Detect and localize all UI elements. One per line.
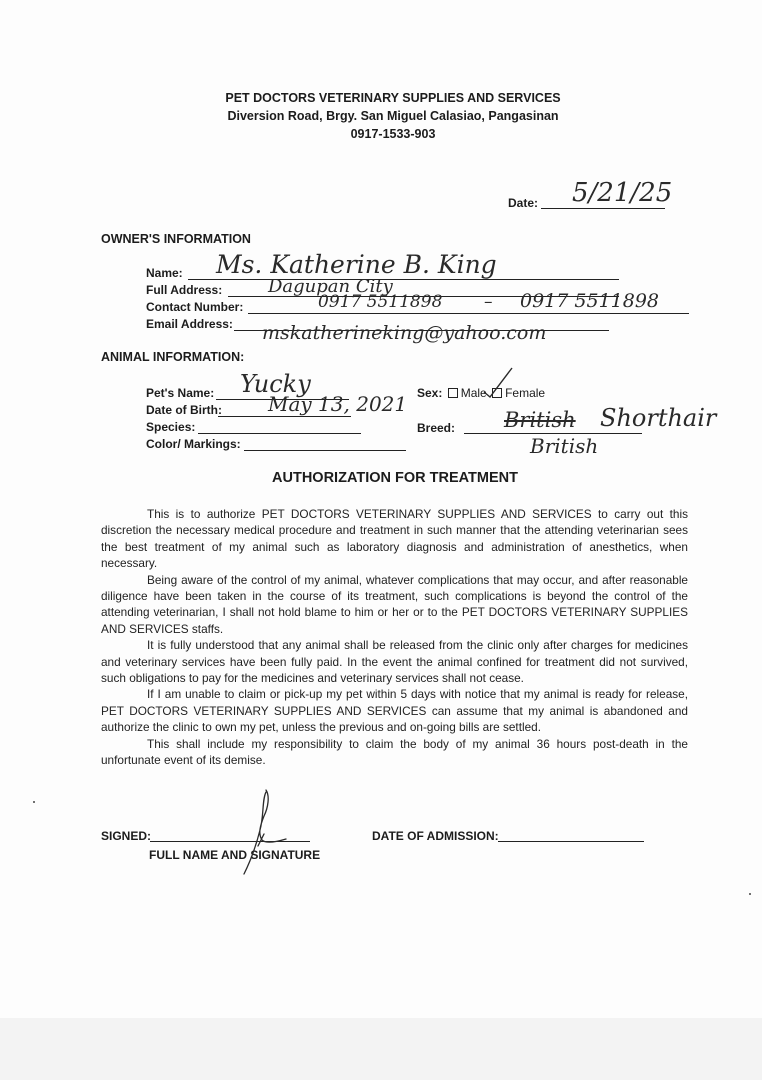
female-check-mark [480,366,516,400]
company-address: Diversion Road, Brgy. San Miguel Calasiao, Pangasinan [227,109,559,123]
sex-male-checkbox[interactable] [448,388,458,398]
scan-speck [749,893,751,895]
scan-bottom-band [0,1018,762,1080]
owner-contact-value-1: 0917 5511898 [318,292,443,312]
owner-name-value: Ms. Katherine B. King [216,250,497,279]
scan-speck [33,801,35,803]
authorization-paragraph-3: It is fully understood that any animal shall be released from the clinic only after charges for medicines and veterinary services have been fully paid. In the event the animal confined for treatment did not survived, such obligations to pay for the medicines and veterinary services shall not cease. [101,638,688,686]
sex-label: Sex: [417,386,443,400]
signed-label: SIGNED: [101,829,152,843]
authorization-paragraph-1: This is to authorize PET DOCTORS VETERINARY SUPPLIES AND SERVICES to carry out this discretion the necessary medical procedure and treatment in such manner that the attending veterinarian sees the best treatment of my animal such as laboratory diagnosis and administration of anesthetics, when necessary. [101,507,688,571]
authorization-title: AUTHORIZATION FOR TREATMENT [272,470,518,486]
sex-male-label: Male [460,386,487,400]
owner-name-label: Name: [146,266,183,280]
species-line [198,433,361,434]
owner-name-line [188,279,619,280]
handwritten-signature [236,786,296,878]
owner-contact-line [248,313,689,314]
species-label: Species: [146,420,196,434]
authorization-body [101,506,688,769]
animal-section-title: ANIMAL INFORMATION: [101,350,245,364]
dob-label: Date of Birth: [146,403,222,417]
admission-date-line [498,841,644,842]
owner-contact-value-2: 0917 5511898 [520,290,660,312]
owner-address-value: Dagupan City [268,276,393,297]
dob-line [218,416,351,417]
signature-caption: FULL NAME AND SIGNATURE [149,848,321,862]
breed-value: Shorthair [600,404,717,432]
dob-value: May 13, 2021 [268,392,408,416]
owner-contact-label: Contact Number: [146,300,244,314]
owner-email-value: mskatherineking@yahoo.com [262,322,547,344]
pet-name-value: Yucky [240,370,311,398]
company-phone: 0917-1533-903 [350,127,436,141]
owner-section-title: OWNER'S INFORMATION [101,232,251,246]
owner-contact-separator: – [484,292,493,312]
color-markings-line [244,450,406,451]
pet-name-label: Pet's Name: [146,386,215,400]
breed-label: Breed: [417,421,456,435]
date-value: 5/21/25 [572,178,673,208]
breed-value-2: British [530,434,599,458]
date-label: Date: [508,196,539,210]
company-name: PET DOCTORS VETERINARY SUPPLIES AND SERVICES [225,91,561,105]
authorization-paragraph-2: Being aware of the control of my animal, whatever complications that may occur, and after reasonable diligence have been taken in the course of its treatment, such complications is beyond the control of the attending veterinarian, I shall not hold blame to him or her or to the PET DOCTORS VETERINARY SUPPLIES AND SERVICES staffs. [101,572,688,636]
breed-value-struck: British [504,408,576,432]
date-line [541,208,665,209]
color-markings-label: Color/ Markings: [146,437,241,451]
sex-female-label: Female [505,386,546,400]
owner-address-label: Full Address: [146,283,223,297]
admission-date-label: DATE OF ADMISSION: [372,829,499,843]
authorization-paragraph-5: This shall include my responsibility to claim the body of my animal 36 hours post-death in the unfortunate event of its demise. [101,736,688,768]
owner-email-label: Email Address: [146,317,233,331]
authorization-paragraph-4: If I am unable to claim or pick-up my pet within 5 days with notice that my animal is ready for release, PET DOCTORS VETERINARY SUPPLIES AND SERVICES can assume that my animal is abandoned and authorize the clinic to own my pet, unless the previous and on-going bills are settled. [101,687,688,735]
